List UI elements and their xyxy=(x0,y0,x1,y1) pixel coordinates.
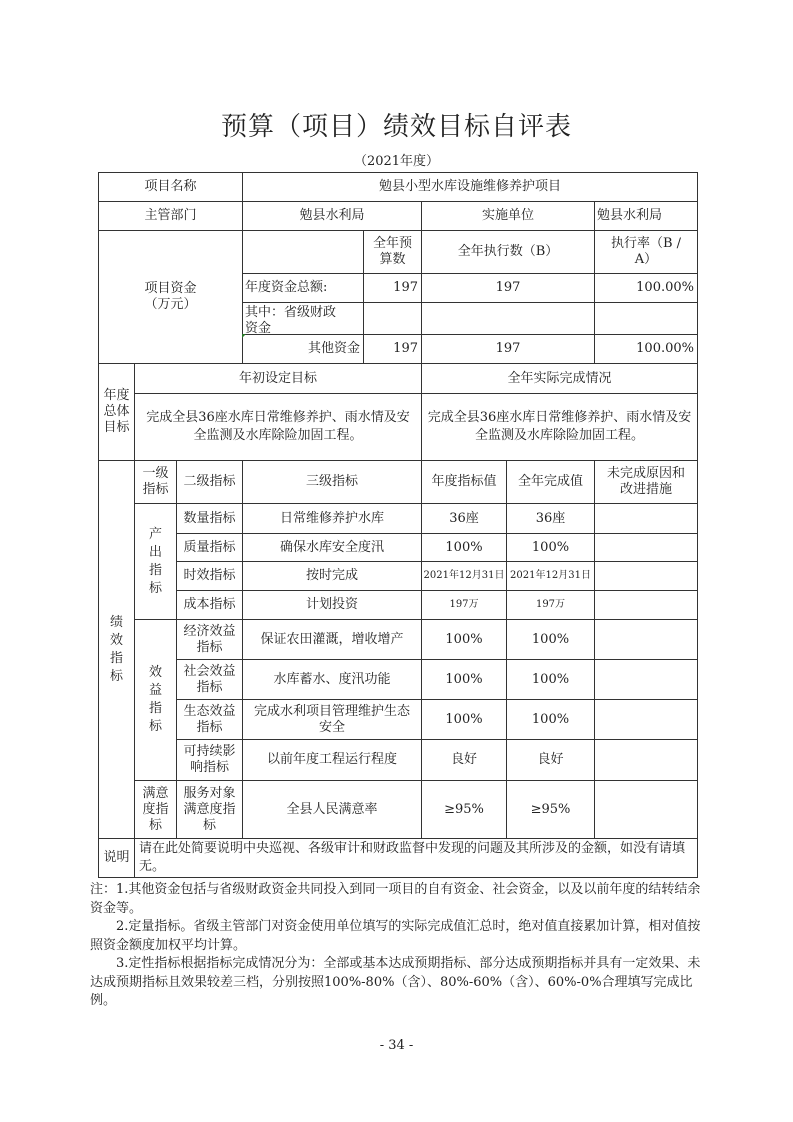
funds-row-budget: 197 xyxy=(363,273,422,303)
level3-cell: 保证农田灌溉，增收增产 xyxy=(242,619,422,660)
actual-cell: 100% xyxy=(506,699,595,740)
funds-row-label: 年度资金总额: xyxy=(242,273,364,303)
header-level2: 二级指标 xyxy=(176,460,243,504)
level3-cell: 以前年度工程运行程度 xyxy=(242,739,422,781)
page-number: - 34 - xyxy=(379,1038,414,1053)
level2-cell: 数量指标 xyxy=(176,503,243,534)
reason-cell xyxy=(594,619,698,660)
funds-row-rate xyxy=(594,302,698,335)
level2-cell: 可持续影 响指标 xyxy=(176,739,243,781)
target-cell: 100% xyxy=(421,533,507,562)
target-cell: 36座 xyxy=(421,503,507,534)
target-cell: 100% xyxy=(421,659,507,700)
goals-planned-text: 完成全县36座水库日常维修养护、雨水情及安全监测及水库除险加固工程。 xyxy=(134,393,422,461)
level2-cell: 服务对象 满意度指 标 xyxy=(176,780,243,839)
notes-section xyxy=(90,881,705,1011)
actual-cell: 100% xyxy=(506,659,595,700)
remark-label: 说明 xyxy=(98,838,135,878)
level3-cell: 按时完成 xyxy=(242,561,422,591)
target-cell: 197万 xyxy=(421,590,507,620)
note-item: 注：1.其他资金包括与省级财政资金共同投入到同一项目的自有资金、社会资金，以及以前年度的结转结余资金等。 xyxy=(90,882,701,916)
target-cell: ≥95% xyxy=(421,780,507,839)
target-cell: 良好 xyxy=(421,739,507,781)
dept-value: 勉县水利局 xyxy=(242,201,422,231)
level2-cell: 生态效益 指标 xyxy=(176,699,243,740)
level2-cell: 时效指标 xyxy=(176,561,243,591)
note-item: 3.定性指标根据指标完成情况分为：全部或基本达成预期指标、部分达成预期指标并具有一定效果、未达成预期指标且效果较差三档，分别按照100%-80%（含）、80%-60%（含）、60%-0%合理填写完成比例。 xyxy=(90,956,701,1008)
level3-cell: 水库蓄水、度汛功能 xyxy=(242,659,422,700)
actual-cell: 良好 xyxy=(506,739,595,781)
funds-row-label: 其他资金 xyxy=(242,334,364,364)
header-actual: 全年完成值 xyxy=(506,460,595,504)
actual-cell: 36座 xyxy=(506,503,595,534)
indicators-label: 绩 效 指 标 xyxy=(98,460,135,839)
level3-cell: 日常维修养护水库 xyxy=(242,503,422,534)
funds-label: 项目资金 （万元） xyxy=(98,230,243,364)
reason-cell xyxy=(594,659,698,700)
header-reason: 未完成原因和 改进措施 xyxy=(594,460,698,504)
header-level1: 一级 指标 xyxy=(134,460,177,504)
funds-row-exec: 197 xyxy=(421,334,595,364)
header-level3: 三级指标 xyxy=(242,460,422,504)
reason-cell xyxy=(594,739,698,781)
remark-text: 请在此处简要说明中央巡视、各级审计和财政监督中发现的问题及其所涉及的金额，如没有请填无。 xyxy=(134,838,698,878)
page-subtitle: （2021年度） xyxy=(353,154,440,169)
group-satisfaction-label: 满意 度指 标 xyxy=(134,780,177,839)
header-target: 年度指标值 xyxy=(421,460,507,504)
project-name-label: 项目名称 xyxy=(98,172,243,202)
page-title: 预算（项目）绩效目标自评表 xyxy=(220,112,572,142)
funds-row-rate: 100.00% xyxy=(594,273,698,303)
reason-cell xyxy=(594,503,698,534)
target-cell: 100% xyxy=(421,699,507,740)
goals-actual-text: 完成全县36座水库日常维修养护、雨水情及安全监测及水库除险加固工程。 xyxy=(421,393,698,461)
level3-cell: 完成水利项目管理维护生态安全 xyxy=(242,699,422,740)
level2-cell: 成本指标 xyxy=(176,590,243,620)
funds-row-budget: 197 xyxy=(363,334,422,364)
level3-cell: 确保水库安全度汛 xyxy=(242,533,422,562)
goals-label: 年度 总体 目标 xyxy=(98,363,135,461)
actual-cell: 100% xyxy=(506,619,595,660)
group-output-label: 产 出 指 标 xyxy=(134,503,177,620)
funds-row-exec: 197 xyxy=(421,273,595,303)
target-cell: 2021年12月31日 xyxy=(421,561,507,591)
reason-cell xyxy=(594,699,698,740)
group-benefit-label: 效 益 指 标 xyxy=(134,619,177,781)
funds-row-label: 其中：省级财政 资金 xyxy=(242,302,364,335)
level3-cell: 计划投资 xyxy=(242,590,422,620)
funds-row-rate: 100.00% xyxy=(594,334,698,364)
level2-cell: 社会效益 指标 xyxy=(176,659,243,700)
funds-col-exec: 全年执行数（B） xyxy=(421,230,595,274)
actual-cell: 197万 xyxy=(506,590,595,620)
project-name-value: 勉县小型水库设施维修养护项目 xyxy=(242,172,698,202)
actual-cell: 100% xyxy=(506,533,595,562)
level2-cell: 经济效益 指标 xyxy=(176,619,243,660)
reason-cell xyxy=(594,561,698,591)
impl-label: 实施单位 xyxy=(421,201,595,231)
target-cell: 100% xyxy=(421,619,507,660)
actual-cell: 2021年12月31日 xyxy=(506,561,595,591)
goals-actual-header: 全年实际完成情况 xyxy=(421,363,698,394)
reason-cell xyxy=(594,780,698,839)
funds-col-rate: 执行率（B / A） xyxy=(594,230,698,274)
note-item: 2.定量指标。省级主管部门对资金使用单位填写的实际完成值汇总时，绝对值直接累加计算，相对值按照资金额度加权平均计算。 xyxy=(90,919,701,953)
actual-cell: ≥95% xyxy=(506,780,595,839)
dept-label: 主管部门 xyxy=(98,201,243,231)
reason-cell xyxy=(594,533,698,562)
funds-row-exec xyxy=(421,302,595,335)
level2-cell: 质量指标 xyxy=(176,533,243,562)
funds-col-budget: 全年预 算数 xyxy=(363,230,422,274)
goals-planned-header: 年初设定目标 xyxy=(134,363,422,394)
level3-cell: 全县人民满意率 xyxy=(242,780,422,839)
impl-value: 勉县水利局 xyxy=(594,201,698,231)
funds-row-budget xyxy=(363,302,422,335)
cell-comment-marker xyxy=(242,334,246,338)
reason-cell xyxy=(594,590,698,620)
funds-blank-header xyxy=(242,230,364,274)
